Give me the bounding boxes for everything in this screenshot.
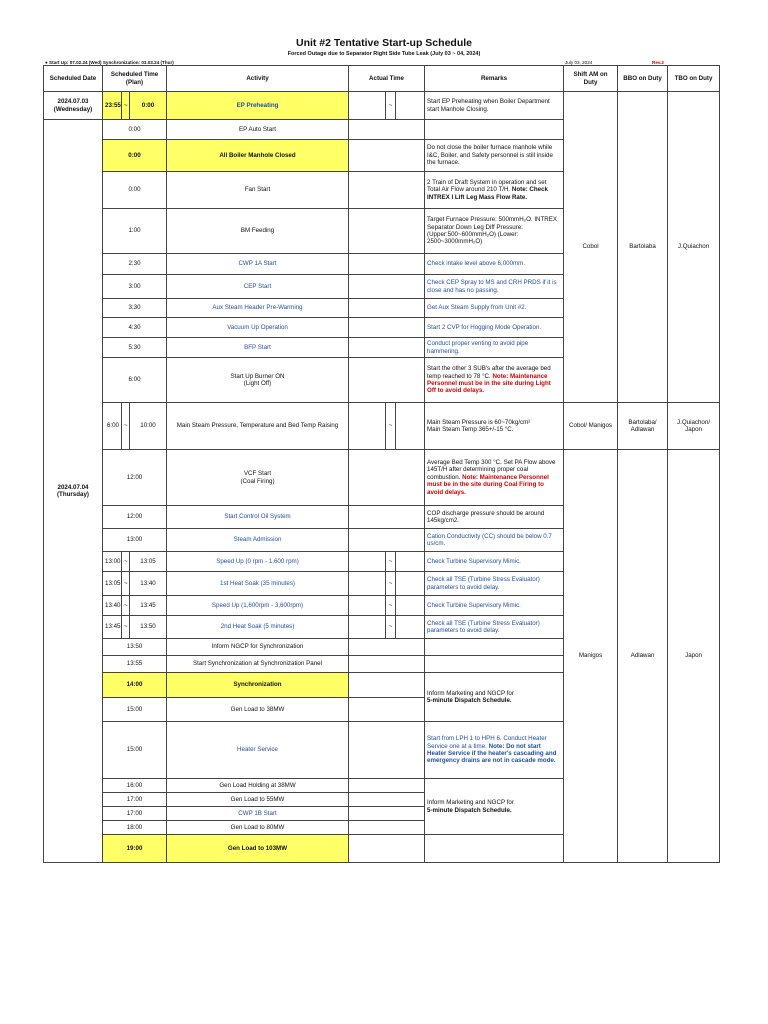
actual-time-cell xyxy=(349,779,425,793)
actual-time-cell xyxy=(349,275,425,299)
time-cell: 18:00 xyxy=(103,821,167,835)
activity-cell: Vacuum Up Operation xyxy=(167,318,349,338)
actual-time-start xyxy=(349,616,386,639)
schedule-table xyxy=(43,65,720,863)
time-separator: ~ xyxy=(122,403,130,450)
actual-time-start xyxy=(349,403,386,450)
table-row xyxy=(44,92,720,120)
activity-cell: VCF Start (Coal Firing) xyxy=(167,450,349,506)
header-row xyxy=(44,66,720,92)
actual-time-cell xyxy=(349,120,425,140)
activity-cell: 1st Heat Soak (35 minutes) xyxy=(167,572,349,596)
remarks-cell: Start EP Preheating when Boiler Department start Manhole Closing. xyxy=(425,92,564,120)
time-end: 13:40 xyxy=(130,572,167,596)
actual-time-separator: ~ xyxy=(386,616,396,639)
time-cell: 0:00 xyxy=(103,140,167,172)
shift-duty-cell: Cobol/ Manigos xyxy=(564,403,618,450)
shift-duty-cell: Manigos xyxy=(564,450,618,863)
time-start: 13:05 xyxy=(103,572,122,596)
time-separator: ~ xyxy=(122,572,130,596)
remarks-cell: Check all TSE (Turbine Stress Evaluator) parameters to avoid delay. xyxy=(425,616,564,639)
actual-time-cell xyxy=(349,793,425,807)
col-scheduled-time: Scheduled Time (Plan) xyxy=(103,66,167,92)
time-cell: 3:30 xyxy=(103,299,167,318)
col-actual-time: Actual Time xyxy=(349,66,425,92)
time-start: 23:55 xyxy=(103,92,122,120)
remarks-cell xyxy=(425,835,564,863)
activity-cell: Aux Steam Header Pre-Warming xyxy=(167,299,349,318)
remarks-cell: Check Turbine Supervisory Mimic. xyxy=(425,552,564,572)
remarks-cell: Start 2 CVP for Hogging Mode Operation. xyxy=(425,318,564,338)
actual-time-cell xyxy=(349,656,425,673)
tbo-duty-cell: J.Quiachon/ Japon xyxy=(668,403,720,450)
time-separator: ~ xyxy=(122,552,130,572)
time-end: 13:05 xyxy=(130,552,167,572)
start-up-note: ● Start Up: 07.02.24 (Wed) Synchronization: 03.03.24 (Thur) xyxy=(45,60,174,65)
actual-time-cell xyxy=(349,673,425,698)
actual-time-start xyxy=(349,552,386,572)
actual-time-cell xyxy=(349,299,425,318)
time-cell: 17:00 xyxy=(103,793,167,807)
time-cell: 2:30 xyxy=(103,254,167,275)
actual-time-cell xyxy=(349,506,425,529)
activity-cell: Gen Load to 80MW xyxy=(167,821,349,835)
bbo-duty-cell: Bartolaba/ Adlawan xyxy=(618,403,668,450)
activity-cell: Gen Load Holding at 38MW xyxy=(167,779,349,793)
actual-time-cell xyxy=(349,140,425,172)
time-cell: 19:00 xyxy=(103,835,167,863)
time-cell: 4:30 xyxy=(103,318,167,338)
activity-cell: 2nd Heat Soak (5 minutes) xyxy=(167,616,349,639)
activity-cell: Heater Service xyxy=(167,722,349,779)
table-row xyxy=(44,403,720,450)
time-cell: 13:00 xyxy=(103,529,167,552)
actual-time-cell xyxy=(349,807,425,821)
activity-cell: Speed Up (0 rpm - 1,600 rpm) xyxy=(167,552,349,572)
remarks-cell: Inform Marketing and NGCP for 5-minute Dispatch Schedule. xyxy=(425,779,564,835)
activity-cell: EP Preheating xyxy=(167,92,349,120)
activity-cell: Speed Up (1,600rpm - 3,600rpm) xyxy=(167,596,349,616)
remarks-cell xyxy=(425,120,564,140)
time-cell: 13:50 xyxy=(103,639,167,656)
activity-cell: Start Control Oil System xyxy=(167,506,349,529)
date-cell: 2024.07.04 (Thursday) xyxy=(44,120,103,863)
actual-time-cell xyxy=(349,639,425,656)
tbo-duty-cell: Japon xyxy=(668,450,720,863)
actual-time-end xyxy=(396,92,425,120)
remarks-cell xyxy=(425,656,564,673)
activity-cell: Main Steam Pressure, Temperature and Bed Temp Raising xyxy=(167,403,349,450)
time-end: 0:00 xyxy=(130,92,167,120)
remarks-cell: Average Bed Temp 300 °C. Set PA Flow above 145T/H after determining proper coal combustion. Note: Maintenance Personnel must be in the site during Coal Firing to avoid delays. xyxy=(425,450,564,506)
time-cell: 1:00 xyxy=(103,209,167,254)
col-shift-am: Shift AM on Duty xyxy=(564,66,618,92)
actual-time-end xyxy=(396,616,425,639)
bbo-duty-cell: Adlawan xyxy=(618,450,668,863)
actual-time-start xyxy=(349,92,386,120)
time-end: 10:00 xyxy=(130,403,167,450)
remarks-cell: Cation Conductivity (CC) should be below 0.7 us/cm. xyxy=(425,529,564,552)
activity-cell: Gen Load to 38MW xyxy=(167,698,349,722)
actual-time-separator: ~ xyxy=(386,403,396,450)
actual-time-start xyxy=(349,596,386,616)
time-cell: 12:00 xyxy=(103,506,167,529)
actual-time-cell xyxy=(349,698,425,722)
actual-time-end xyxy=(396,572,425,596)
actual-time-cell xyxy=(349,450,425,506)
actual-time-end xyxy=(396,596,425,616)
actual-time-separator: ~ xyxy=(386,572,396,596)
shift-duty-cell: Cobol xyxy=(564,92,618,403)
time-cell: 14:00 xyxy=(103,673,167,698)
table-row xyxy=(44,450,720,506)
activity-cell: Synchronization xyxy=(167,673,349,698)
time-cell: 15:00 xyxy=(103,722,167,779)
remarks-cell: Check CEP Spray to MS and CRH PRDS if it is close and has no passing. xyxy=(425,275,564,299)
time-cell: 15:00 xyxy=(103,698,167,722)
remarks-cell: Start the other 3 SUB's after the average bed temp reached to 78 °C. Note: Maintenance Personnel must be in the site during Light Off to avoid delays. xyxy=(425,358,564,403)
col-activity: Activity xyxy=(167,66,349,92)
time-cell: 6:00 xyxy=(103,358,167,403)
time-separator: ~ xyxy=(122,596,130,616)
remarks-cell xyxy=(425,639,564,656)
remarks-cell: Get Aux Steam Supply from Unit #2. xyxy=(425,299,564,318)
time-cell: 0:00 xyxy=(103,120,167,140)
activity-cell: Fan Start xyxy=(167,172,349,209)
time-cell: 17:00 xyxy=(103,807,167,821)
activity-cell: CWP 1B Start xyxy=(167,807,349,821)
activity-cell: Inform NGCP for Synchronization xyxy=(167,639,349,656)
remarks-cell: Check all TSE (Turbine Stress Evaluator) parameters to avoid delay. xyxy=(425,572,564,596)
col-scheduled-date: Scheduled Date xyxy=(44,66,103,92)
time-start: 13:40 xyxy=(103,596,122,616)
time-cell: 3:00 xyxy=(103,275,167,299)
time-cell: 16:00 xyxy=(103,779,167,793)
document-subtitle: Forced Outage due to Separator Right Side Tube Leak (July 03 ~ 04, 2024) xyxy=(287,51,481,57)
actual-time-separator: ~ xyxy=(386,552,396,572)
remarks-cell: Do not close the boiler furnace manhole while I&C, Boiler, and Safety personnel is still inside the furnace. xyxy=(425,140,564,172)
time-end: 13:45 xyxy=(130,596,167,616)
actual-time-end xyxy=(396,403,425,450)
activity-cell: All Boiler Manhole Closed xyxy=(167,140,349,172)
remarks-cell: Check intake level above 6,000mm. xyxy=(425,254,564,275)
actual-time-cell xyxy=(349,338,425,358)
remarks-cell: Inform Marketing and NGCP for 5-minute Dispatch Schedule. xyxy=(425,673,564,722)
remarks-cell: Conduct proper venting to avoid pipe hammering. xyxy=(425,338,564,358)
activity-cell: BM Feeding xyxy=(167,209,349,254)
remarks-cell: Main Steam Pressure is 60~70kg/cm² Main Steam Temp 365+/-15 °C. xyxy=(425,403,564,450)
time-separator: ~ xyxy=(122,92,130,120)
bbo-duty-cell: Bartolaba xyxy=(618,92,668,403)
actual-time-cell xyxy=(349,209,425,254)
time-cell: 12:00 xyxy=(103,450,167,506)
actual-time-cell xyxy=(349,358,425,403)
time-start: 6:00 xyxy=(103,403,122,450)
activity-cell: Start Up Burner ON (Light Off) xyxy=(167,358,349,403)
actual-time-end xyxy=(396,552,425,572)
actual-time-cell xyxy=(349,172,425,209)
col-bbo: BBO on Duty xyxy=(618,66,668,92)
activity-cell: Gen Load to 55MW xyxy=(167,793,349,807)
activity-cell: Gen Load to 103MW xyxy=(167,835,349,863)
actual-time-cell xyxy=(349,318,425,338)
time-cell: 13:55 xyxy=(103,656,167,673)
actual-time-cell xyxy=(349,529,425,552)
actual-time-cell xyxy=(349,821,425,835)
activity-cell: BFP Start xyxy=(167,338,349,358)
time-separator: ~ xyxy=(122,616,130,639)
time-start: 13:45 xyxy=(103,616,122,639)
activity-cell: EP Auto Start xyxy=(167,120,349,140)
remarks-cell: COP discharge pressure should be around 145kg/cm2. xyxy=(425,506,564,529)
col-tbo: TBO on Duty xyxy=(668,66,720,92)
activity-cell: Steam Admission xyxy=(167,529,349,552)
actual-time-cell xyxy=(349,835,425,863)
time-end: 13:50 xyxy=(130,616,167,639)
document-title: Unit #2 Tentative Start-up Schedule xyxy=(295,37,472,49)
remarks-cell: Check Turbine Supervisory Mimic. xyxy=(425,596,564,616)
actual-time-separator: ~ xyxy=(386,596,396,616)
remarks-cell: Start from LPH 1 to HPH 6. Conduct Heater Service one at a time. Note: Do not start Heater Service if the heater's cascading and emergency drains are not in cascade mode. xyxy=(425,722,564,779)
actual-time-cell xyxy=(349,722,425,779)
remarks-cell: Target Furnace Pressure: 500mmH₂O. INTREX Separator Down Leg Diff Pressure: (Upper:500~600mmH₂O) (Lower: 2500~3000mmH₂O) xyxy=(425,209,564,254)
actual-time-cell xyxy=(349,254,425,275)
revision-label: Rev.2 xyxy=(652,60,664,65)
col-remarks: Remarks xyxy=(425,66,564,92)
document-date: July 03, 2024 xyxy=(565,60,593,65)
time-cell: 0:00 xyxy=(103,172,167,209)
activity-cell: CEP Start xyxy=(167,275,349,299)
actual-time-start xyxy=(349,572,386,596)
actual-time-separator: ~ xyxy=(386,92,396,120)
time-cell: 5:30 xyxy=(103,338,167,358)
tbo-duty-cell: J.Quiachon xyxy=(668,92,720,403)
remarks-cell: 2 Train of Draft System in operation and set Total Air Flow around 210 T/H. Note: Check INTREX I Lift Leg Mass Flow Rate. xyxy=(425,172,564,209)
activity-cell: CWP 1A Start xyxy=(167,254,349,275)
time-start: 13:00 xyxy=(103,552,122,572)
date-cell: 2024.07.03 (Wednesday) xyxy=(44,92,103,120)
activity-cell: Start Synchronization at Synchronization Panel xyxy=(167,656,349,673)
